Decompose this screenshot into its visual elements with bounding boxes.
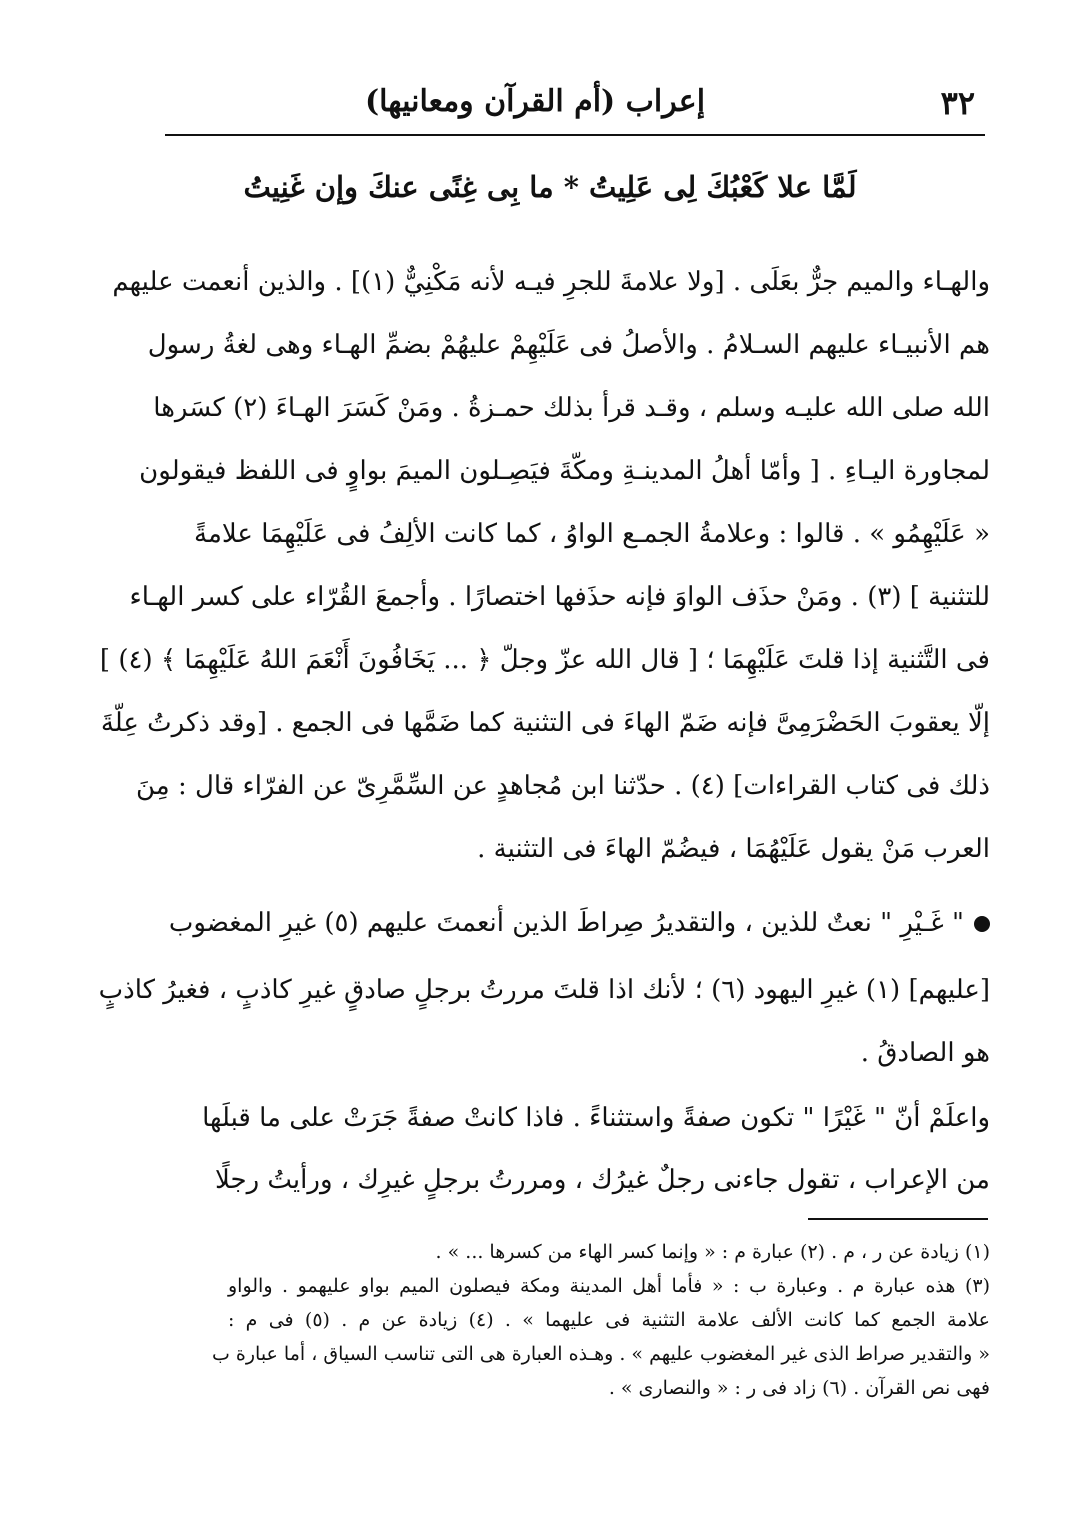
page-number: ٣٢ [940,84,975,122]
footnote-divider [808,1218,988,1220]
footnote-line: علامة الجمع كما كانت الألف علامة التثنية فى عليهما » . (٤) زيادة عن م . (٥) فى م : [228,1309,990,1331]
footnote-line: « والتقدير صراط الذى غير المغضوب عليهم » . وهـذه العبارة هى التى تناسب السياق ، أما عبارة ب [211,1343,990,1365]
body-line: إلّا يعقوبَ الحَضْرَمِىَّ فإنه ضَمّ الهاءَ فى التثنية كما ضَمَّها فى الجمع . [وقد ذكرتُ عِلّةَ [100,708,990,738]
body-line: فى التَّثنية إذا قلتَ عَلَيْهِمَا ؛ [ قال الله عزّ وجلّ ﴿ ... يَخَافُونَ أَنْعَمَ اللهُ عَلَيْهِمَا ﴾ (٤) ] [99,645,990,675]
header-divider [165,134,985,136]
body-line: لمجاورة اليـاءِ . [ وأمّا أهلُ المدينـةِ ومكّةَ فيَصِـلون الميمَ بواوٍ فى اللفظ فيقولون [139,456,990,486]
body-line: للتثنية ] (٣) . ومَنْ حذَف الواوَ فإنه حذَفها اختصارًا . وأجمعَ القُرّاء على كسر الهـاء [129,582,990,612]
body-line: هم الأنبيـاء عليهم السـلامُ . والأصلُ فى عَلَيْهِمْ عليهُمْ بضمِّ الهـاء وهى لغةُ رسول [147,330,990,360]
body-line: ذلك فى كتاب القراءات] (٤) . حدّثنا ابن مُجاهدٍ عن السِّمَّرِىّ عن الفرّاء قال : مِنَ [135,771,990,801]
body-line: [عليهم] (١) غيرِ اليهود (٦) ؛ لأنك اذا قلتَ مررتُ برجلٍ صادقٍ غيرِ كاذبٍ ، فغيرُ كاذبٍ [98,975,990,1005]
paragraph-text: " غَـيْرِ " نعتٌ للذين ، والتقديرُ صِراطَ الذين أنعمتَ عليهم (٥) غيرِ المغضوب [168,908,964,938]
page-header [165,74,985,134]
body-line: الله صلى الله عليـه وسلم ، وقـد قرأ بذلك حمـزةُ . ومَنْ كَسَرَ الهـاءَ (٢) كسَرها [153,393,990,423]
body-line: واعلَمْ أنّ " غَيْرًا " تكون صفةً واستثناءً . فاذا كانتْ صفةً جَرَتْ على ما قبلَها [202,1103,990,1133]
footnote-line: (٣) هذه عبارة م . وعبارة ب : « فأما أهل المدينة ومكة فيصلون الميم بواو عليهمو . والواو [228,1275,990,1297]
body-line: العرب مَنْ يقول عَلَيْهُمَا ، فيضُمّ الهاءَ فى التثنية . [477,834,990,864]
body-line: والهـاء والميم جرٌّ بعَلَى . [ولا علامةَ للجرِ فيـه لأنه مَكْنِيٌّ (١)] . والذين أنعمت عليهم [112,267,990,297]
body-line [168,903,990,943]
poetry-verse: لَمَّا علا كَعْبُكَ لِى عَلِيتُ * ما بِى غِنًى عنكَ وإن غَنِيتُ [243,170,857,204]
body-line: هو الصادقُ . [860,1038,990,1068]
body-line: « عَلَيْهِمُو » . قالوا : وعلامةُ الجمـع الواوُ ، كما كانت الألِفُ فى عَلَيْهِمَا علامةً [194,519,990,549]
bullet-icon [974,916,990,932]
footnote-line: فهى نص القرآن . (٦) زاد فى ر : « والنصارى » . [608,1377,990,1399]
running-title: إعراب (أم القرآن ومعانيها) [364,84,706,119]
body-line: من الإعراب ، تقول جاءنى رجلٌ غيرُك ، ومررتُ برجلٍ غيرِك ، ورأيتُ رجلًا [215,1165,990,1195]
footnote-line: (١) زيادة عن ر ، م . (٢) عبارة م : « وإنما كسر الهاء من كسرها ... » . [435,1241,990,1263]
